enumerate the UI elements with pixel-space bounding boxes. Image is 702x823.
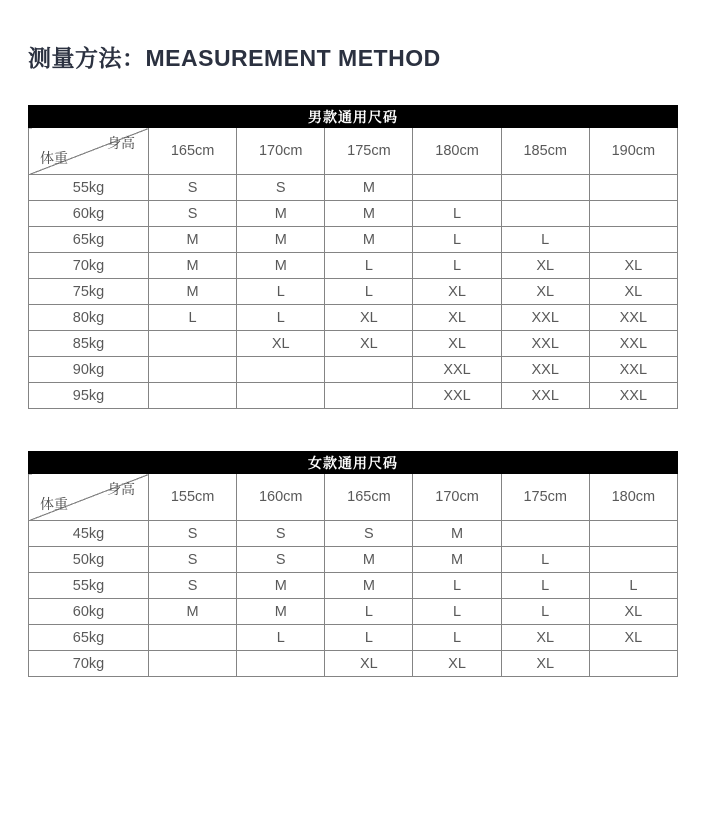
size-cell [149, 651, 237, 677]
size-cell: M [325, 175, 413, 201]
corner-cell [29, 128, 149, 175]
size-cell [589, 175, 677, 201]
weight-row-header: 50kg [29, 547, 149, 573]
height-column-header: 170cm [237, 128, 325, 175]
size-cell: M [325, 547, 413, 573]
size-cell [589, 227, 677, 253]
size-cell [149, 357, 237, 383]
size-cell: S [149, 201, 237, 227]
size-cell: S [149, 573, 237, 599]
size-cell: S [149, 547, 237, 573]
size-cell: L [413, 573, 501, 599]
table-caption: 女款通用尺码 [29, 452, 678, 474]
size-cell [149, 625, 237, 651]
size-cell: L [413, 227, 501, 253]
size-cell [325, 383, 413, 409]
size-cell: L [325, 279, 413, 305]
size-cell: XXL [589, 331, 677, 357]
table-row [29, 625, 678, 651]
table-row [29, 547, 678, 573]
size-cell: XL [501, 625, 589, 651]
size-cell [413, 175, 501, 201]
size-cell: XL [589, 253, 677, 279]
size-cell: XL [501, 651, 589, 677]
size-cell: L [325, 599, 413, 625]
height-column-header: 155cm [149, 474, 237, 521]
mens-size-table [28, 105, 678, 409]
size-cell: M [237, 201, 325, 227]
weight-row-header: 85kg [29, 331, 149, 357]
size-cell [589, 201, 677, 227]
height-column-header: 180cm [589, 474, 677, 521]
size-cell: XXL [501, 305, 589, 331]
size-cell: L [325, 625, 413, 651]
corner-label-height: 身高 [107, 135, 135, 151]
size-cell: S [237, 521, 325, 547]
weight-row-header: 75kg [29, 279, 149, 305]
table-row [29, 201, 678, 227]
size-cell [237, 357, 325, 383]
size-cell [589, 547, 677, 573]
size-cell: XL [501, 279, 589, 305]
height-column-header: 180cm [413, 128, 501, 175]
weight-row-header: 70kg [29, 651, 149, 677]
size-cell: M [237, 599, 325, 625]
height-column-header: 185cm [501, 128, 589, 175]
size-cell: XL [413, 331, 501, 357]
size-cell: XL [413, 279, 501, 305]
weight-row-header: 65kg [29, 227, 149, 253]
size-cell: S [237, 547, 325, 573]
table-header-row [29, 474, 678, 521]
height-column-header: 190cm [589, 128, 677, 175]
page-title: 测量方法：MEASUREMENT METHOD [28, 45, 441, 71]
size-cell [501, 521, 589, 547]
size-cell: L [589, 573, 677, 599]
size-cell: XL [237, 331, 325, 357]
weight-row-header: 55kg [29, 175, 149, 201]
size-cell: XXL [589, 357, 677, 383]
height-column-header: 160cm [237, 474, 325, 521]
size-cell [501, 175, 589, 201]
table-row [29, 279, 678, 305]
size-cell: XL [501, 253, 589, 279]
weight-row-header: 90kg [29, 357, 149, 383]
size-cell: XL [325, 331, 413, 357]
weight-row-header: 60kg [29, 599, 149, 625]
size-cell: XXL [501, 357, 589, 383]
size-cell: XXL [501, 331, 589, 357]
corner-label-weight: 体重 [40, 496, 68, 512]
size-cell: XL [325, 651, 413, 677]
size-cell: XL [413, 305, 501, 331]
height-column-header: 170cm [413, 474, 501, 521]
size-cell: S [237, 175, 325, 201]
height-column-header: 175cm [501, 474, 589, 521]
size-cell: L [413, 253, 501, 279]
corner-cell [29, 474, 149, 521]
size-cell: M [325, 201, 413, 227]
table-row [29, 227, 678, 253]
size-cell: M [413, 547, 501, 573]
table-row [29, 331, 678, 357]
size-cell: M [325, 227, 413, 253]
size-cell: S [325, 521, 413, 547]
size-cell [237, 651, 325, 677]
size-cell [589, 651, 677, 677]
table-caption: 男款通用尺码 [29, 106, 678, 128]
table-row [29, 357, 678, 383]
size-cell: L [237, 279, 325, 305]
size-cell: XL [413, 651, 501, 677]
size-cell: L [413, 625, 501, 651]
table-row [29, 305, 678, 331]
size-cell: M [149, 599, 237, 625]
height-column-header: 175cm [325, 128, 413, 175]
size-cell: L [325, 253, 413, 279]
size-cell: L [501, 227, 589, 253]
size-cell: XXL [589, 383, 677, 409]
table-caption-row [29, 452, 678, 474]
size-cell: XXL [413, 383, 501, 409]
size-cell: L [237, 305, 325, 331]
table-header-row [29, 128, 678, 175]
size-cell: L [501, 547, 589, 573]
size-cell: L [237, 625, 325, 651]
size-cell: L [501, 573, 589, 599]
size-cell: XL [589, 625, 677, 651]
table-row [29, 573, 678, 599]
size-cell: XXL [589, 305, 677, 331]
size-cell: XL [325, 305, 413, 331]
table-row [29, 651, 678, 677]
size-cell [149, 383, 237, 409]
table-caption-row [29, 106, 678, 128]
corner-label-weight: 体重 [40, 150, 68, 166]
table-row [29, 253, 678, 279]
size-cell: XL [589, 279, 677, 305]
size-cell [325, 357, 413, 383]
size-cell: XL [589, 599, 677, 625]
weight-row-header: 45kg [29, 521, 149, 547]
size-cell [149, 331, 237, 357]
size-cell: S [149, 175, 237, 201]
size-cell: M [237, 253, 325, 279]
size-cell: M [237, 573, 325, 599]
size-cell: M [237, 227, 325, 253]
weight-row-header: 65kg [29, 625, 149, 651]
size-cell: S [149, 521, 237, 547]
table-row [29, 521, 678, 547]
size-cell: XXL [501, 383, 589, 409]
table-row [29, 383, 678, 409]
size-cell [589, 521, 677, 547]
size-cell: L [149, 305, 237, 331]
size-cell [501, 201, 589, 227]
size-cell: M [149, 227, 237, 253]
weight-row-header: 80kg [29, 305, 149, 331]
weight-row-header: 70kg [29, 253, 149, 279]
size-cell: L [413, 201, 501, 227]
size-cell: L [501, 599, 589, 625]
table-row [29, 599, 678, 625]
corner-label-height: 身高 [107, 481, 135, 497]
weight-row-header: 60kg [29, 201, 149, 227]
size-cell [237, 383, 325, 409]
height-column-header: 165cm [149, 128, 237, 175]
size-cell: XXL [413, 357, 501, 383]
womens-size-table [28, 451, 678, 677]
size-cell: M [149, 253, 237, 279]
size-cell: M [325, 573, 413, 599]
table-row [29, 175, 678, 201]
size-cell: M [413, 521, 501, 547]
weight-row-header: 95kg [29, 383, 149, 409]
size-cell: L [413, 599, 501, 625]
weight-row-header: 55kg [29, 573, 149, 599]
height-column-header: 165cm [325, 474, 413, 521]
size-cell: M [149, 279, 237, 305]
